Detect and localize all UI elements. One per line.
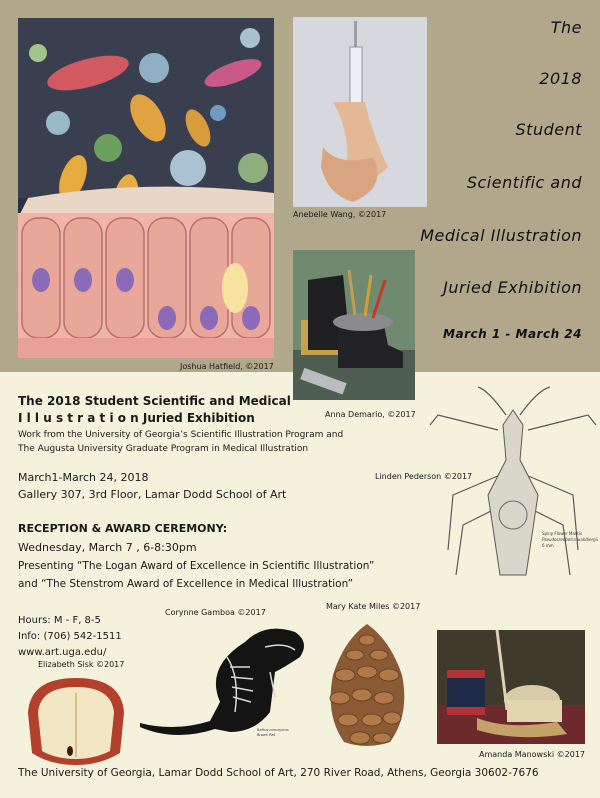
syringe-illustration: [293, 17, 427, 207]
apple-illustration: [20, 673, 132, 768]
reception-date: Wednesday, March 7 , 6-8:30pm: [18, 541, 197, 554]
mantis-caption-1: Spiny Flower Mantis: [542, 531, 583, 536]
mantis-caption-2: Pseudocreobotra wahlbergii: [542, 537, 598, 542]
rat-caption-1: Rattus norvegicus: [257, 728, 289, 732]
credit-gamboa: Corynne Gamboa ©2017: [165, 608, 266, 617]
rat-caption-2: Brown Rat: [257, 733, 275, 737]
presenting-line1: Presenting “The Logan Award of Excellence in Scientific Illustration”: [18, 560, 375, 572]
info-desc-line2: The Augusta University Graduate Program in Medical Illustration: [18, 444, 309, 454]
title-line-1: The: [550, 18, 582, 37]
mantis-caption-3: 6 mm: [542, 543, 554, 548]
credit-pederson: Linden Pederson ©2017: [375, 472, 473, 481]
cells-bacteria-illustration: [18, 18, 274, 358]
info-dates: March1-March 24, 2018: [18, 471, 149, 484]
credit-demario: Anna Demario, ©2017: [325, 410, 416, 419]
info-hours: Hours: M - F, 8-5: [18, 615, 101, 626]
rat-skeleton-illustration: [135, 617, 310, 747]
credit-miles: Mary Kate Miles ©2017: [326, 602, 421, 611]
info-desc-line1: Work from the University of Georgia’s Scientific Illustration Program and: [18, 430, 344, 440]
mantis-illustration: [428, 385, 600, 585]
title-line-6: Juried Exhibition: [443, 278, 582, 297]
info-heading-line1: The 2018 Student Scientific and Medical: [18, 394, 291, 408]
reception-heading: RECEPTION & AWARD CEREMONY:: [18, 522, 228, 535]
footer-address: The University of Georgia, Lamar Dodd School of Art, 270 River Road, Athens, Georgia 30602-7676: [18, 767, 539, 779]
exhibition-dates-header: March 1 - March 24: [443, 327, 582, 341]
credit-hatfield: Joshua Hatfield, ©2017: [180, 362, 274, 371]
presenting-line2: and “The Stenstrom Award of Excellence in Medical Illustration”: [18, 578, 354, 590]
info-location: Gallery 307, 3rd Floor, Lamar Dodd School of Art: [18, 488, 287, 501]
info-heading-line2: I l l u s t r a t i o n Juried Exhibition: [18, 411, 255, 425]
title-line-4: Scientific and: [466, 173, 582, 192]
title-line-3: Student: [515, 120, 582, 139]
credit-sisk: Elizabeth Sisk ©2017: [38, 660, 125, 669]
title-line-5: Medical Illustration: [420, 226, 582, 245]
credit-manowski: Amanda Manowski ©2017: [479, 750, 585, 759]
info-phone: Info: (706) 542-1511: [18, 631, 122, 642]
info-website[interactable]: www.art.uga.edu/: [18, 647, 107, 658]
accordion-still-life-illustration: [437, 630, 585, 744]
boots-still-life-illustration: [293, 250, 415, 400]
title-line-2: 2018: [539, 69, 582, 88]
credit-wang: Anebelle Wang, ©2017: [293, 210, 387, 219]
pinecone-illustration: [320, 620, 415, 755]
